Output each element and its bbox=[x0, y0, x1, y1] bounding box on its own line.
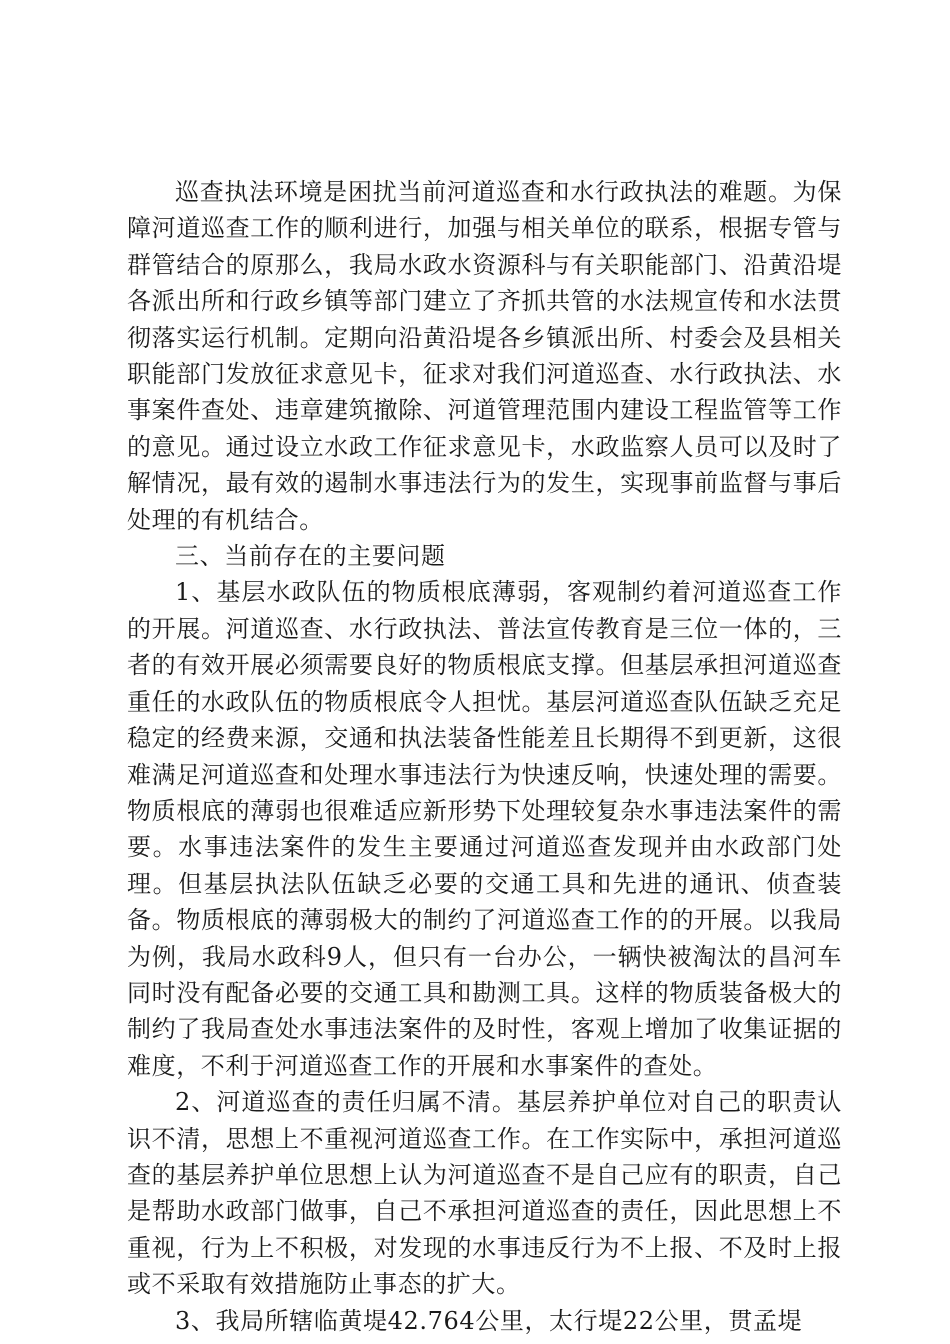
document-body bbox=[127, 174, 842, 1339]
paragraph-problem-2: 2、河道巡查的责任归属不清。基层养护单位对自己的职责认识不清，思想上不重视河道巡查工作。在工作实际中，承担河道巡查的基层养护单位思想上认为河道巡查不是自己应有的职责，自己是帮助水政部门做事，自己不承担河道巡查的责任，因此思想上不重视，行为上不积极，对发现的水事违反行为不上报、不及时上报或不采取有效措施防止事态的扩大。 bbox=[127, 1088, 842, 1299]
paragraph-problem-3: 3、我局所辖临黄堤42.764公里，太行堤22公里，贯孟堤 bbox=[175, 1306, 803, 1335]
paragraph-problem-1: 1、基层水政队伍的物质根底薄弱，客观制约着河道巡查工作的开展。河道巡查、水行政执法、普法宣传教育是三位一体的，三者的有效开展必须需要良好的物质根底支撑。但基层承担河道巡查重任的水政队伍的物质根底令人担忧。基层河道巡查队伍缺乏充足稳定的经费来源，交通和执法装备性能差且长期得不到更新，这很难满足河道巡查和处理水事违法行为快速反响，快速处理的需要。物质根底的薄弱也很难适应新形势下处理较复杂水事违法案件的需要。水事违法案件的发生主要通过河道巡查发现并由水政部门处理。但基层执法队伍缺乏必要的交通工具和先进的通讯、侦查装备。物质根底的薄弱极大的制约了河道巡查工作的的开展。以我局为例，我局水政科9人，但只有一台办公，一辆快被淘汰的昌河车同时没有配备必要的交通工具和勘测工具。这样的物质装备极大的制约了我局查处水事违法案件的及时性，客观上增加了收集证据的难度，不利于河道巡查工作的开展和水事案件的查处。 bbox=[127, 578, 842, 1080]
paragraph-enforcement-environment: 巡查执法环境是困扰当前河道巡查和水行政执法的难题。为保障河道巡查工作的顺利进行，加强与相关单位的联系，根据专管与群管结合的原那么，我局水政水资源科与有关职能部门、沿黄沿堤各派出所和行政乡镇等部门建立了齐抓共管的水法规宣传和水法贯彻落实运行机制。定期向沿黄沿堤各乡镇派出所、村委会及县相关职能部门发放征求意见卡，征求对我们河道巡查、水行政执法、水事案件查处、违章建筑撤除、河道管理范围内建设工程监管等工作的意见。通过设立水政工作征求意见卡，水政监察人员可以及时了解情况，最有效的遏制水事违法行为的发生，实现事前监督与事后处理的有机结合。 bbox=[127, 178, 842, 534]
section-heading-main-problems: 三、当前存在的主要问题 bbox=[175, 542, 446, 571]
